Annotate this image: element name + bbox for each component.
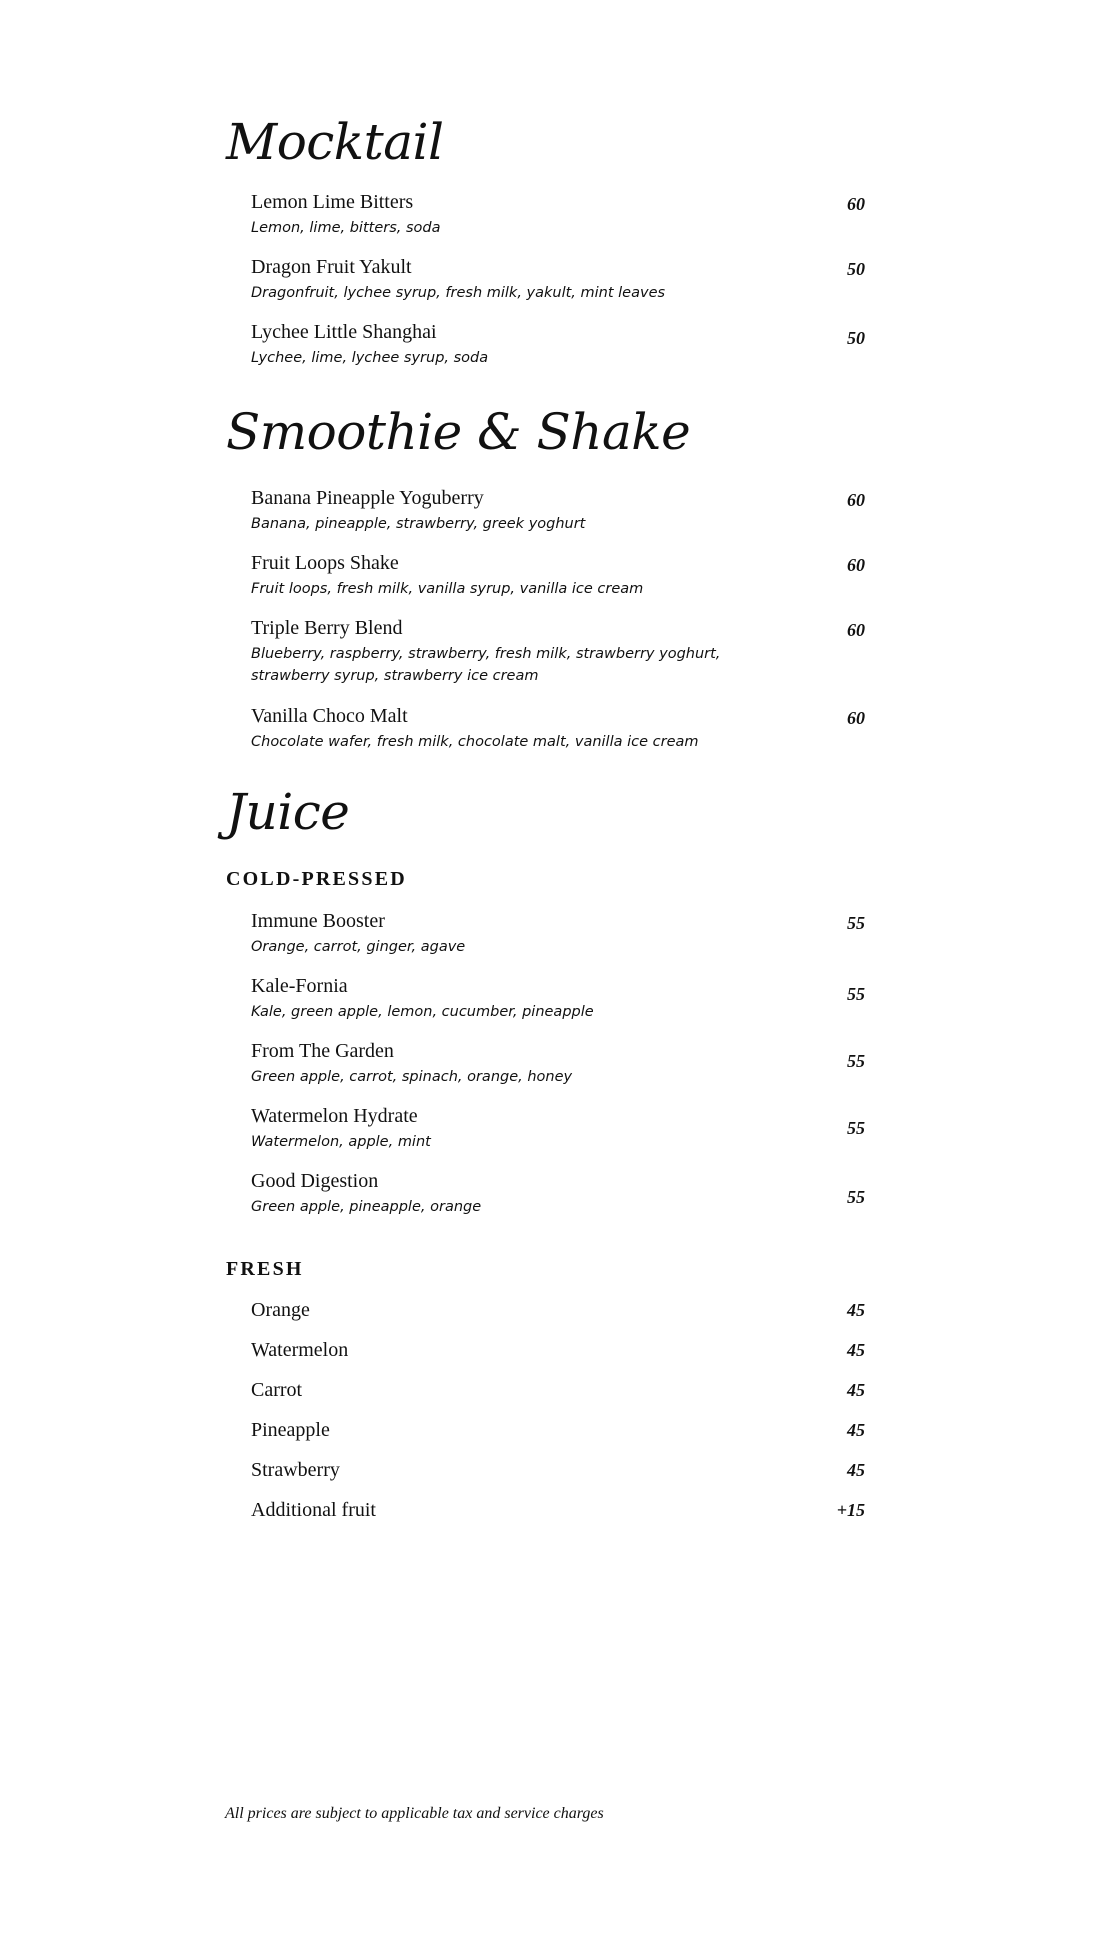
menu-item: [251, 1338, 865, 1362]
item-name: Pineapple: [251, 1419, 330, 1441]
menu-item: [251, 1039, 865, 1088]
item-price: 60: [847, 194, 865, 214]
item-name: Kale-Fornia: [251, 975, 348, 997]
item-price: 55: [847, 984, 865, 1004]
item-price: 45: [847, 1300, 865, 1320]
item-description: Chocolate wafer, fresh milk, chocolate malt, vanilla ice cream: [251, 734, 699, 750]
item-name: Triple Berry Blend: [251, 617, 403, 639]
item-name: Watermelon Hydrate: [251, 1105, 418, 1127]
item-price: 55: [847, 1187, 865, 1207]
item-price: 45: [847, 1340, 865, 1360]
menu-item: [251, 1378, 865, 1402]
item-name: Orange: [251, 1299, 310, 1321]
item-name: Vanilla Choco Malt: [251, 705, 408, 727]
section-title-smoothie-shake: Smoothie & Shake: [226, 403, 691, 461]
item-description: Blueberry, raspberry, strawberry, fresh milk, strawberry yoghurt, strawberry syrup, strawberry ice cream: [251, 646, 721, 684]
item-price: 50: [847, 328, 865, 348]
item-price: 55: [847, 1051, 865, 1071]
item-name: Banana Pineapple Yoguberry: [251, 487, 484, 509]
item-name: Dragon Fruit Yakult: [251, 256, 412, 278]
item-description: Green apple, pineapple, orange: [251, 1199, 482, 1215]
menu-item: [251, 486, 865, 535]
item-name: Fruit Loops Shake: [251, 552, 399, 574]
item-name: Additional fruit: [251, 1499, 376, 1521]
menu-item: [251, 974, 865, 1023]
item-description: Dragonfruit, lychee syrup, fresh milk, yakult, mint leaves: [251, 285, 666, 301]
menu-item: [251, 1418, 865, 1442]
item-price: +15: [836, 1500, 865, 1520]
item-name: Strawberry: [251, 1459, 340, 1481]
item-price: 60: [847, 620, 865, 640]
subheading-cold-pressed: COLD-PRESSED: [226, 868, 407, 890]
item-price: 55: [847, 913, 865, 933]
footer-note: All prices are subject to applicable tax and service charges: [225, 1805, 604, 1822]
section-title-mocktail: Mocktail: [226, 113, 444, 171]
item-price: 45: [847, 1420, 865, 1440]
menu-item: [251, 255, 865, 304]
item-price: 60: [847, 555, 865, 575]
menu-item: [251, 190, 865, 239]
menu-item: [251, 1169, 865, 1218]
menu-item: [251, 1104, 865, 1153]
item-description: Watermelon, apple, mint: [251, 1134, 431, 1150]
item-name: Watermelon: [251, 1339, 349, 1361]
menu-item: [251, 320, 865, 369]
item-description: Green apple, carrot, spinach, orange, honey: [251, 1069, 573, 1085]
item-description: Fruit loops, fresh milk, vanilla syrup, vanilla ice cream: [251, 581, 644, 597]
section-title-juice: Juice: [226, 783, 350, 841]
item-name: Lychee Little Shanghai: [251, 321, 437, 343]
item-price: 50: [847, 259, 865, 279]
menu-item: [251, 1298, 865, 1322]
item-description: Banana, pineapple, strawberry, greek yoghurt: [251, 516, 586, 532]
menu-item: [251, 1498, 865, 1522]
item-name: Good Digestion: [251, 1170, 379, 1192]
menu-item: [251, 616, 865, 687]
item-name: Immune Booster: [251, 910, 385, 932]
menu-item: [251, 551, 865, 600]
item-price: 45: [847, 1460, 865, 1480]
menu-item: [251, 1458, 865, 1482]
menu-item: [251, 704, 865, 753]
item-name: Carrot: [251, 1379, 303, 1401]
item-name: Lemon Lime Bitters: [251, 191, 414, 213]
item-description: Lemon, lime, bitters, soda: [251, 220, 441, 236]
item-price: 45: [847, 1380, 865, 1400]
item-price: 60: [847, 490, 865, 510]
item-description: Lychee, lime, lychee syrup, soda: [251, 350, 489, 366]
subheading-fresh: FRESH: [226, 1258, 304, 1280]
item-price: 60: [847, 708, 865, 728]
menu-item: [251, 909, 865, 958]
item-description: Kale, green apple, lemon, cucumber, pineapple: [251, 1004, 594, 1020]
item-name: From The Garden: [251, 1040, 394, 1062]
item-description: Orange, carrot, ginger, agave: [251, 939, 466, 955]
item-price: 55: [847, 1118, 865, 1138]
